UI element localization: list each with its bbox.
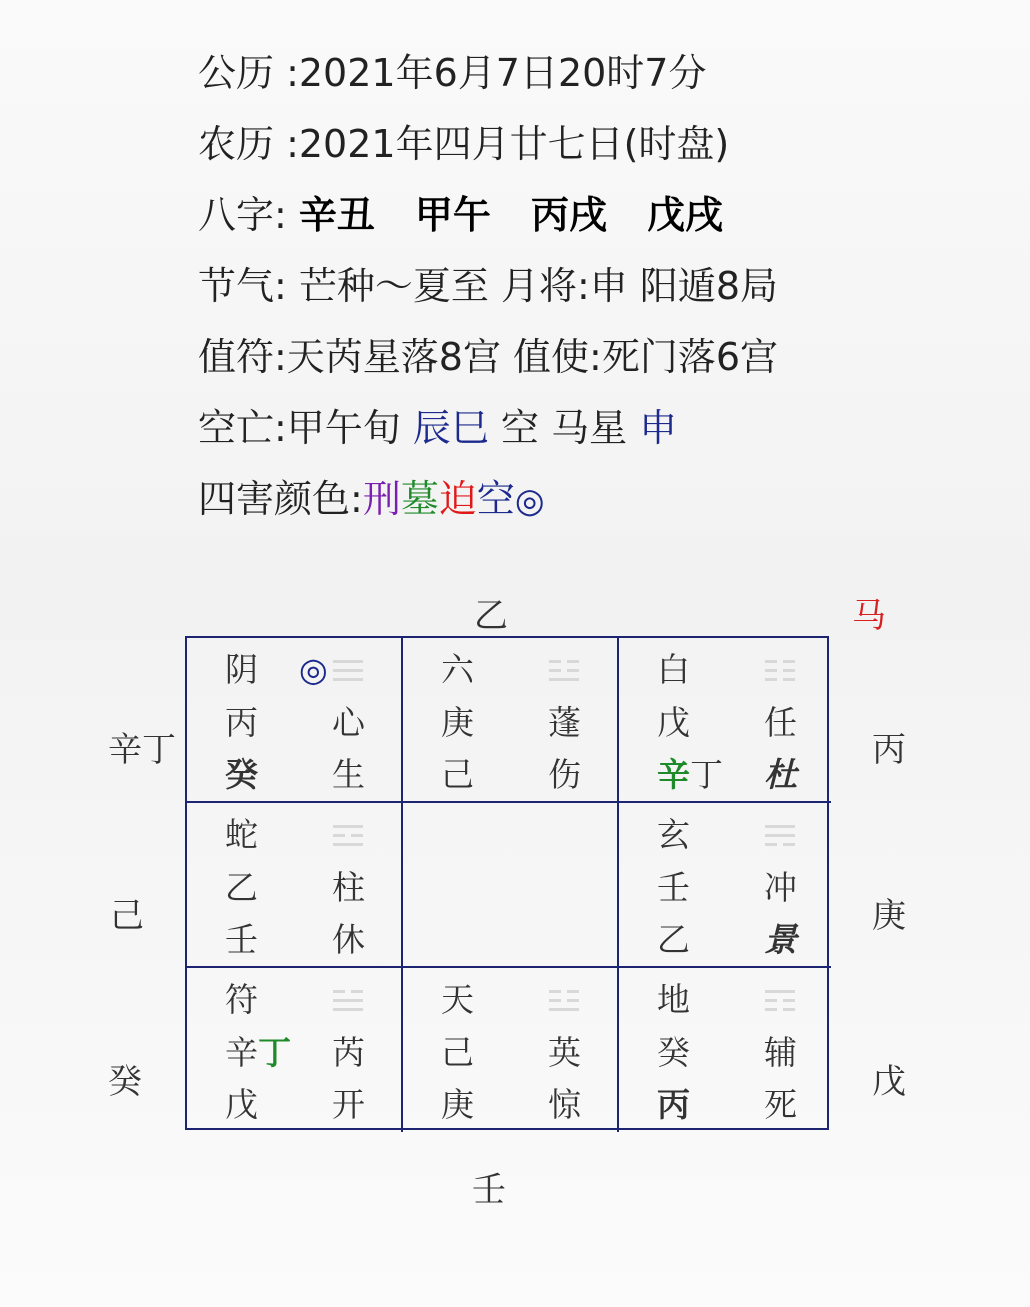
- palace-cell: [403, 968, 619, 1132]
- palace-tian-gan: 丙: [225, 703, 258, 742]
- kongwang-value: 辰巳: [412, 406, 489, 450]
- outer-left-3: 癸: [108, 1062, 142, 1102]
- sihai-line: [198, 464, 778, 535]
- solar-date: 公历 :2021年6月7日20时7分: [198, 51, 707, 95]
- outer-right-1: 丙: [872, 730, 906, 770]
- palace-di-gan: 乙: [657, 920, 690, 959]
- outer-top: 乙: [474, 596, 508, 636]
- trigram-icon: [765, 825, 795, 849]
- palace-door: 死: [764, 1085, 797, 1124]
- sihai-mu: 墓: [400, 477, 439, 521]
- palace-di-gan: [657, 755, 723, 795]
- bazi-label: 八字:: [198, 193, 287, 237]
- palace-cell: [187, 803, 403, 968]
- palace-star: 芮: [332, 1033, 365, 1072]
- trigram-icon: [765, 990, 795, 1014]
- kongwang-line: [198, 393, 778, 464]
- trigram-icon: [549, 990, 579, 1014]
- trigram-icon: [333, 990, 363, 1014]
- palace-door: 开: [332, 1085, 365, 1124]
- palace-cell: [403, 638, 619, 803]
- palace-cell: [619, 638, 831, 803]
- palace-god: 阴: [225, 650, 258, 689]
- jieqi-line: 节气: 芒种～夏至 月将:申 阳遁8局: [198, 264, 779, 308]
- outer-right-2: 庚: [872, 896, 906, 936]
- empty-ring-icon: ◎: [299, 650, 328, 689]
- bazi-line: [198, 180, 778, 251]
- palace-star: 英: [548, 1033, 581, 1072]
- kongwang-mid: 空 马星: [488, 406, 640, 450]
- palace-star: 冲: [764, 868, 797, 907]
- palace-tian-gan: 壬: [657, 868, 690, 907]
- palace-di-gan: 丙: [657, 1085, 690, 1124]
- palace-tian-gan: [225, 1033, 291, 1073]
- palace-di-gan-b: 丁: [690, 755, 723, 794]
- bazi-day: 丙戌: [530, 193, 607, 237]
- palace-god: 白: [657, 650, 690, 689]
- palace-door: 休: [332, 920, 365, 959]
- palace-god: 六: [441, 650, 474, 689]
- kongwang-prefix: 空亡:甲午旬: [198, 406, 413, 450]
- trigram-icon: [333, 660, 363, 684]
- palace-tian-gan: 庚: [441, 703, 474, 742]
- sihai-po: 迫: [438, 477, 477, 521]
- palace-cell: [187, 638, 403, 803]
- palace-door: 惊: [548, 1085, 581, 1124]
- palace-tian-gan-a: 辛: [225, 1033, 258, 1072]
- palace-star: 辅: [764, 1033, 797, 1072]
- palace-star: 柱: [332, 868, 365, 907]
- palace-cell: [619, 803, 831, 968]
- palace-tian-gan-b: 丁: [258, 1033, 291, 1072]
- bazi-month: 甲午: [414, 193, 491, 237]
- palace-di-gan: 戊: [225, 1085, 258, 1124]
- palace-di-gan-a: 辛: [657, 755, 690, 794]
- outer-left-2: 己: [110, 896, 144, 936]
- palace-god: 天: [441, 980, 474, 1019]
- palace-star: 心: [332, 703, 365, 742]
- palace-di-gan: 壬: [225, 920, 258, 959]
- info-panel: [198, 38, 778, 535]
- palace-star: 蓬: [548, 703, 581, 742]
- lunar-date: 农历 :2021年四月廿七日(时盘): [198, 122, 730, 166]
- palace-door: 杜: [764, 755, 797, 794]
- palace-god: 玄: [657, 815, 690, 854]
- trigram-icon: [765, 660, 795, 684]
- palace-cell: [187, 968, 403, 1132]
- outer-bottom: 壬: [472, 1170, 506, 1210]
- sihai-xing: 刑: [362, 477, 401, 521]
- palace-cell: [619, 968, 831, 1132]
- palace-tian-gan: 癸: [657, 1033, 690, 1072]
- palace-tian-gan: 己: [441, 1033, 474, 1072]
- palace-tian-gan: 乙: [225, 868, 258, 907]
- palace-di-gan: 癸: [225, 755, 258, 794]
- zhifu-line: 值符:天芮星落8宫 值使:死门落6宫: [198, 335, 779, 379]
- palace-di-gan: 己: [441, 755, 474, 794]
- palace-door: 生: [332, 755, 365, 794]
- palace-tian-gan: 戊: [657, 703, 690, 742]
- horse-marker: 马: [852, 596, 886, 636]
- palace-door: 景: [764, 920, 797, 959]
- sihai-label: 四害颜色:: [198, 477, 363, 521]
- sihai-kong: 空: [476, 477, 515, 521]
- maxing-value: 申: [639, 406, 678, 450]
- palace-star: 任: [764, 703, 797, 742]
- palace-god: 地: [657, 980, 690, 1019]
- palace-god: 蛇: [225, 815, 258, 854]
- center-palace: [403, 803, 619, 968]
- qimen-grid: [185, 636, 829, 1130]
- outer-right-3: 戊: [872, 1062, 906, 1102]
- bazi-hour: 戊戌: [646, 193, 723, 237]
- sihai-ring-icon: ◎: [514, 481, 545, 521]
- palace-door: 伤: [548, 755, 581, 794]
- outer-left-1: 辛丁: [108, 730, 176, 770]
- palace-god: 符: [225, 980, 258, 1019]
- trigram-icon: [549, 660, 579, 684]
- bazi-year: 辛丑: [298, 193, 375, 237]
- palace-di-gan: 庚: [441, 1085, 474, 1124]
- trigram-icon: [333, 825, 363, 849]
